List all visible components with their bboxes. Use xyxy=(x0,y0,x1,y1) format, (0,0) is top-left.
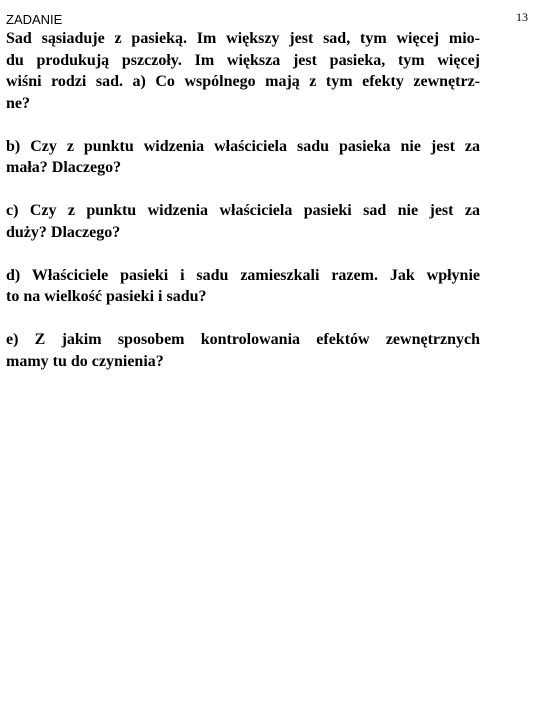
question-c xyxy=(6,200,480,243)
page-number: 13 xyxy=(516,10,528,24)
spacer xyxy=(6,308,480,330)
task-heading: ZADANIE xyxy=(6,12,63,27)
question-b xyxy=(6,136,480,179)
intro-line: wiśni rodzi sad. a) Co wspólnego mają z tym efekty zewnętrz- xyxy=(6,73,480,90)
question-b-line: mała? Dlaczego? xyxy=(6,159,122,176)
question-b-line: b) Czy z punktu widzenia właściciela sadu pasieka nie jest za xyxy=(6,137,480,155)
intro-line: ne? xyxy=(6,94,30,112)
question-d-line: to na wielkość pasieki i sadu? xyxy=(6,288,207,305)
spacer xyxy=(6,243,480,265)
question-e-line: mamy tu do czynienia? xyxy=(6,352,164,370)
spacer xyxy=(6,179,480,201)
task-intro xyxy=(6,28,480,114)
intro-line: Sad sąsiaduje z pasieką. Im większy jest sad, tym więcej mio- xyxy=(6,30,480,47)
question-e-line: e) Z jakim sposobem kontrolowania efektów zewnętrznych xyxy=(6,331,480,348)
question-e xyxy=(6,329,480,372)
question-c-line: duży? Dlaczego? xyxy=(6,223,121,241)
question-d xyxy=(6,265,480,308)
task-content xyxy=(6,12,480,372)
question-d-line: d) Właściciele pasieki i sadu zamieszkali razem. Jak wpłynie xyxy=(6,266,480,284)
intro-line: du produkują pszczoły. Im większa jest pasieka, tym więcej xyxy=(6,51,480,69)
spacer xyxy=(6,114,480,136)
question-c-line: c) Czy z punktu widzenia właściciela pasieki sad nie jest za xyxy=(6,202,480,219)
